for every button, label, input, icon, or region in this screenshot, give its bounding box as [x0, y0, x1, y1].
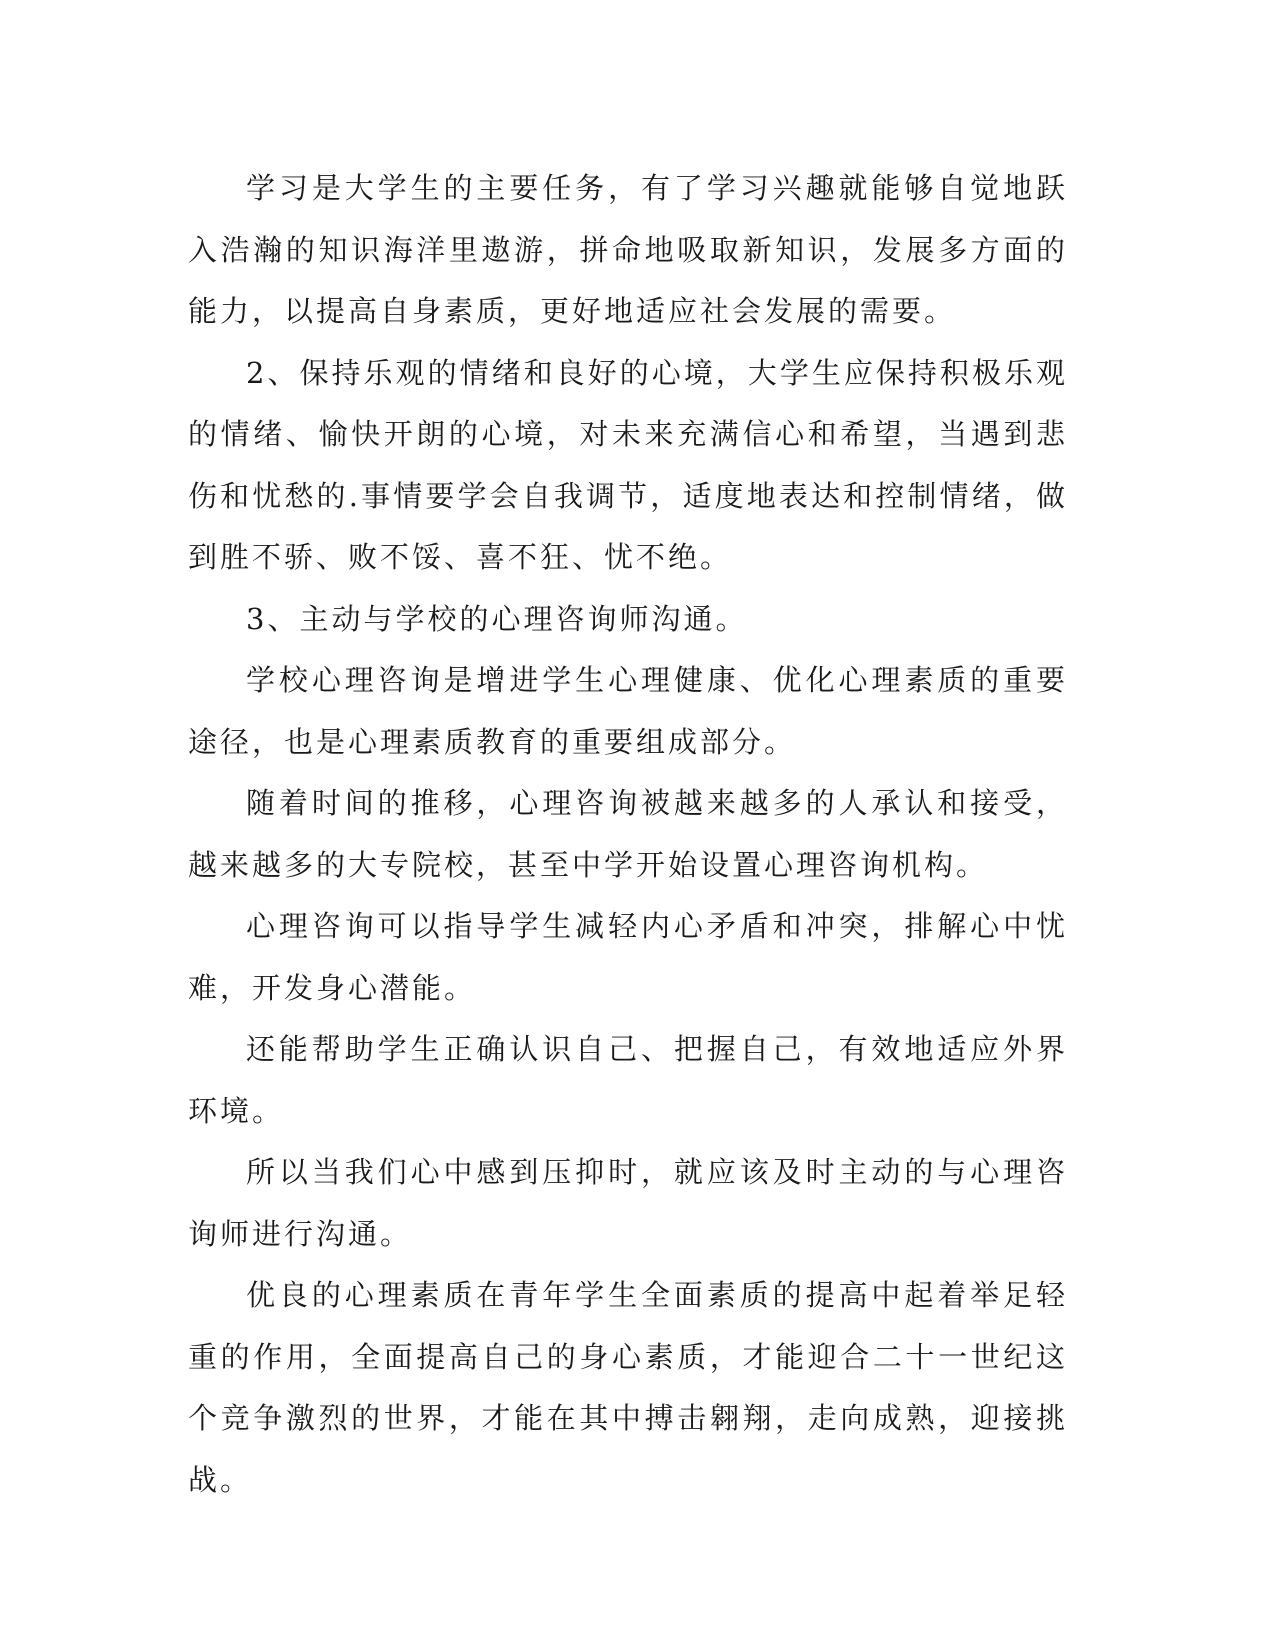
- paragraph-1: 学习是大学生的主要任务，有了学习兴趣就能够自觉地跃入浩瀚的知识海洋里遨游，拼命地吸取新知识，发展多方面的能力，以提高自身素质，更好地适应社会发展的需要。: [188, 171, 1068, 328]
- document-body: [188, 158, 1068, 1511]
- paragraph-8: 所以当我们心中感到压抑时，就应该及时主动的与心理咨询师进行沟通。: [188, 1155, 1068, 1251]
- paragraph-5: 随着时间的推移，心理咨询被越来越多的人承认和接受，越来越多的大专院校，甚至中学开始设置心理咨询机构。: [188, 786, 1068, 882]
- paragraph-4: 学校心理咨询是增进学生心理健康、优化心理素质的重要途径，也是心理素质教育的重要组成部分。: [188, 663, 1068, 759]
- paragraph-2: 2、保持乐观的情绪和良好的心境，大学生应保持积极乐观的情绪、愉快开朗的心境，对未来充满信心和希望，当遇到悲伤和忧愁的.事情要学会自我调节，适度地表达和控制情绪，做到胜不骄、败不馁、喜不狂、忧不绝。: [188, 355, 1068, 574]
- paragraph-3: 3、主动与学校的心理咨询师沟通。: [246, 601, 748, 636]
- paragraph-9: 优良的心理素质在青年学生全面素质的提高中起着举足轻重的作用，全面提高自己的身心素质，才能迎合二十一世纪这个竞争激烈的世界，才能在其中搏击翱翔，走向成熟，迎接挑战。: [188, 1278, 1068, 1497]
- paragraph-7: 还能帮助学生正确认识自己、把握自己，有效地适应外界环境。: [188, 1032, 1068, 1128]
- paragraph-6: 心理咨询可以指导学生减轻内心矛盾和冲突，排解心中忧难，开发身心潜能。: [188, 909, 1068, 1005]
